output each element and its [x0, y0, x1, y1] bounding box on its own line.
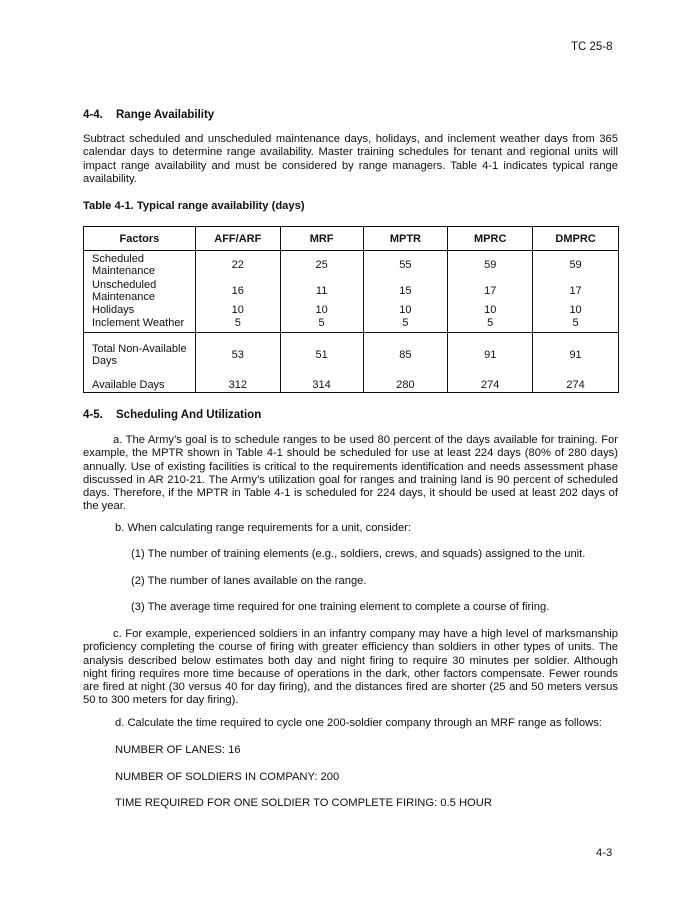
- table-row-available: [84, 369, 619, 393]
- table-cell: 15: [363, 278, 448, 304]
- table-cell: 5: [363, 317, 448, 333]
- list-item: (1) The number of training elements (e.g., soldiers, crews, and squads) assigned to the unit.: [131, 548, 586, 560]
- calc-line: TIME REQUIRED FOR ONE SOLDIER TO COMPLETE FIRING: 0.5 HOUR: [115, 797, 492, 809]
- table-cell: 5: [533, 317, 619, 333]
- table-cell: 91: [533, 333, 619, 370]
- table-cell: 11: [280, 278, 363, 304]
- table-cell: 5: [280, 317, 363, 333]
- row-label: Unscheduled Maintenance: [84, 278, 196, 304]
- table-header-row: [84, 227, 619, 251]
- table-cell: 53: [195, 333, 280, 370]
- table-cell: 51: [280, 333, 363, 370]
- table-cell: 17: [533, 278, 619, 304]
- table-cell: 280: [363, 369, 448, 393]
- column-header: MPRC: [448, 227, 533, 251]
- section-heading-4-4: [83, 109, 214, 121]
- row-label: Holidays: [84, 304, 196, 317]
- table-cell: 10: [448, 304, 533, 317]
- calc-line: NUMBER OF SOLDIERS IN COMPANY: 200: [115, 771, 340, 783]
- column-header: DMPRC: [533, 227, 619, 251]
- table-cell: 10: [533, 304, 619, 317]
- table-row: [84, 304, 619, 317]
- column-header: Factors: [84, 227, 196, 251]
- table-cell: 25: [280, 251, 363, 279]
- paragraph-b: b. When calculating range requirements for a unit, consider:: [115, 522, 412, 534]
- table-cell: 85: [363, 333, 448, 370]
- table-cell: 16: [195, 278, 280, 304]
- range-availability-table: [83, 226, 619, 393]
- section-title: Scheduling And Utilization: [116, 409, 262, 421]
- table-caption: Table 4-1. Typical range availability (days): [83, 200, 305, 212]
- column-header: MPTR: [363, 227, 448, 251]
- table-cell: 17: [448, 278, 533, 304]
- table-row: [84, 251, 619, 279]
- table-cell: 314: [280, 369, 363, 393]
- column-header: MRF: [280, 227, 363, 251]
- table-cell: 274: [448, 369, 533, 393]
- table-row-total: [84, 333, 619, 370]
- table-cell: 10: [280, 304, 363, 317]
- section-number: 4-4.: [83, 109, 103, 121]
- table-cell: 5: [195, 317, 280, 333]
- table-cell: 10: [195, 304, 280, 317]
- row-label: Inclement Weather: [84, 317, 196, 333]
- list-item: (2) The number of lanes available on the range.: [131, 575, 367, 587]
- table-cell: 5: [448, 317, 533, 333]
- table-cell: 91: [448, 333, 533, 370]
- paragraph-a: a. The Army’s goal is to schedule ranges to be used 80 percent of the days available for training. For example, the MPTR shown in Table 4-1 should be scheduled for use at least 224 days (80% of 280 days) annually. Use of existing facilities is critical to the requirements identification and needs assessment phase discussed in AR 210-21. The Army’s utilization goal for ranges and training land is 90 percent of scheduled days. Therefore, if the MPTR in Table 4-1 is scheduled for 224 days, it should be used at least 202 days of the year.: [83, 434, 618, 513]
- table-row: [84, 278, 619, 304]
- paragraph-d: d. Calculate the time required to cycle one 200-soldier company through an MRF range as follows:: [115, 717, 602, 729]
- section-number: 4-5.: [83, 409, 103, 421]
- table-cell: 59: [533, 251, 619, 279]
- table-cell: 59: [448, 251, 533, 279]
- section-heading-4-5: [83, 409, 261, 421]
- column-header: AFF/ARF: [195, 227, 280, 251]
- table-cell: 274: [533, 369, 619, 393]
- list-item: (3) The average time required for one training element to complete a course of firing.: [131, 601, 550, 613]
- table-cell: 55: [363, 251, 448, 279]
- row-label: Available Days: [84, 369, 196, 393]
- paragraph-c: c. For example, experienced soldiers in an infantry company may have a high level of marksmanship proficiency completing the course of firing with greater efficiency than soldiers in other types of units. The analysis described below estimates both day and night firing to require 30 minutes per soldier. Although night firing requires more time because of operations in the dark, other factors compensate. Fewer rounds are fired at night (30 versus 40 for day firing), and the distances fired are shorter (25 and 50 meters versus 50 to 300 meters for day firing).: [83, 628, 618, 707]
- row-label: Scheduled Maintenance: [84, 251, 196, 279]
- range-availability-paragraph: Subtract scheduled and unscheduled maintenance days, holidays, and inclement weather days from 365 calendar days to determine range availability. Master training schedules for tenant and regional units will impact range availability and must be considered by range managers. Table 4-1 indicates typical range availability.: [83, 133, 618, 185]
- table-row: [84, 317, 619, 333]
- calc-line: NUMBER OF LANES: 16: [115, 744, 241, 756]
- document-id: TC 25-8: [571, 41, 613, 53]
- table-cell: 10: [363, 304, 448, 317]
- table-cell: 22: [195, 251, 280, 279]
- table-cell: 312: [195, 369, 280, 393]
- row-label: Total Non-Available Days: [84, 333, 196, 370]
- page-number: 4-3: [596, 847, 613, 859]
- section-title: Range Availability: [116, 109, 215, 121]
